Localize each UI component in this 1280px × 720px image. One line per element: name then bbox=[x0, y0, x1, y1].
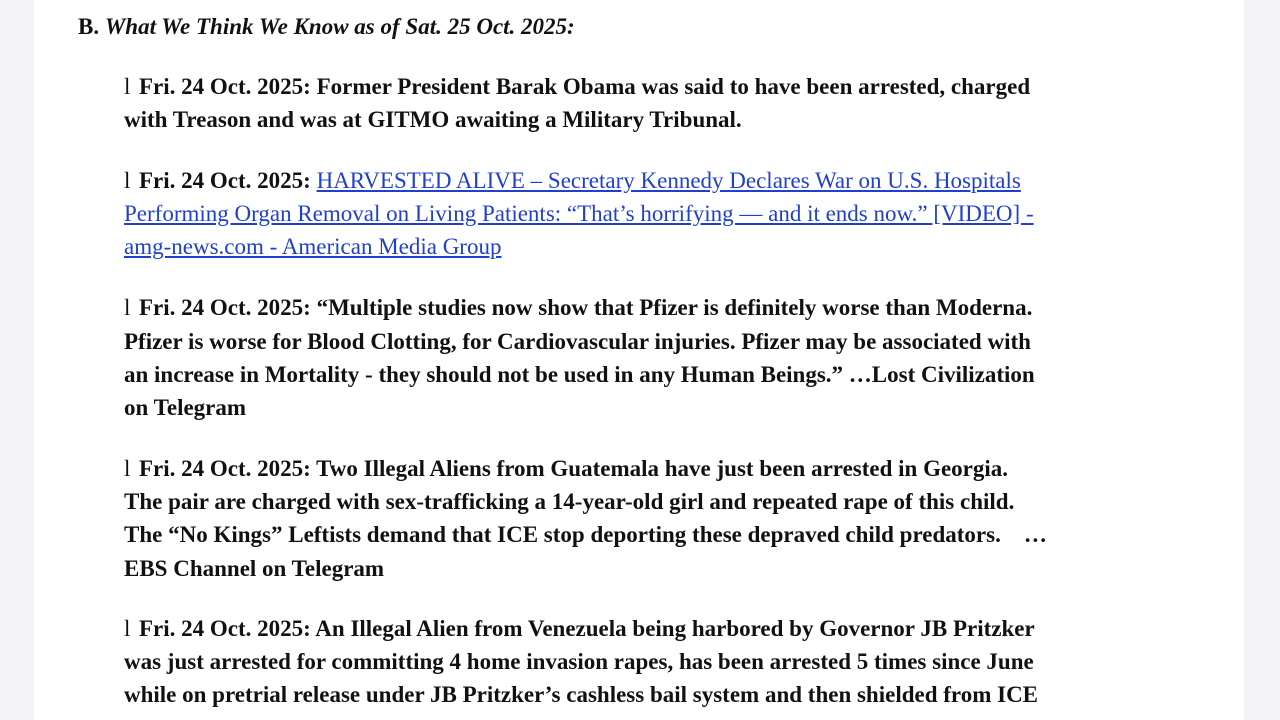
bullet-icon: l bbox=[124, 455, 131, 481]
news-entry bbox=[124, 291, 1214, 424]
news-entry bbox=[124, 70, 1214, 137]
entry-text-line: The pair are charged with sex-trafficking a 14-year-old girl and repeated rape of this child. bbox=[124, 488, 1015, 514]
section-marker: B. bbox=[78, 14, 100, 39]
article-link[interactable]: amg-news.com - American Media Group bbox=[124, 234, 502, 260]
entry-text-line: The “No Kings” Leftists demand that ICE stop deporting these depraved child predators. … bbox=[124, 522, 1047, 548]
news-entry bbox=[124, 612, 1214, 712]
entry-text-line: with Treason and was at GITMO awaiting a Military Tribunal. bbox=[124, 107, 742, 133]
bullet-icon: l bbox=[124, 295, 131, 321]
article-link[interactable]: HARVESTED ALIVE – Secretary Kennedy Declares War on U.S. Hospitals bbox=[316, 167, 1021, 193]
entry-text-line: while on pretrial release under JB Pritzker’s cashless bail system and then shielded from ICE bbox=[124, 682, 1039, 708]
section-title: What We Think We Know as of Sat. 25 Oct. 2025: bbox=[104, 14, 575, 39]
entry-text-line: Fri. 24 Oct. 2025: An Illegal Alien from Venezuela being harbored by Governor JB Pritzker bbox=[139, 615, 1035, 641]
bullet-icon: l bbox=[124, 74, 131, 99]
entry-text-line: on Telegram bbox=[124, 395, 247, 421]
bullet-icon: l bbox=[124, 615, 131, 641]
entry-text-line: EBS Channel on Telegram bbox=[124, 555, 385, 581]
entry-text-line: Fri. 24 Oct. 2025: Two Illegal Aliens from Guatemala have just been arrested in Georgia. bbox=[139, 455, 1009, 481]
entry-text-line: Fri. 24 Oct. 2025: “Multiple studies now show that Pfizer is definitely worse than Moderna. bbox=[139, 295, 1033, 321]
entry-text-line: was just arrested for committing 4 home invasion rapes, has been arrested 5 times since June bbox=[124, 649, 1034, 675]
entry-text-line: Fri. 24 Oct. 2025: Former President Barak Obama was said to have been arrested, charged bbox=[139, 74, 1031, 99]
article-link[interactable]: Performing Organ Removal on Living Patients: “That’s horrifying — and it ends now.” [VIDEO] - bbox=[124, 200, 1034, 226]
news-entry bbox=[124, 164, 1214, 264]
news-entry-list bbox=[124, 70, 1214, 720]
entry-text-line: Pfizer is worse for Blood Clotting, for Cardiovascular injuries. Pfizer may be associated with bbox=[124, 328, 1031, 354]
entry-date: Fri. 24 Oct. 2025: bbox=[139, 167, 311, 193]
bullet-icon: l bbox=[124, 167, 131, 193]
section-heading bbox=[78, 10, 575, 43]
entry-text-line: an increase in Mortality - they should not be used in any Human Beings.” …Lost Civilization bbox=[124, 362, 1035, 388]
document-page bbox=[34, 0, 1244, 720]
news-entry bbox=[124, 452, 1214, 585]
